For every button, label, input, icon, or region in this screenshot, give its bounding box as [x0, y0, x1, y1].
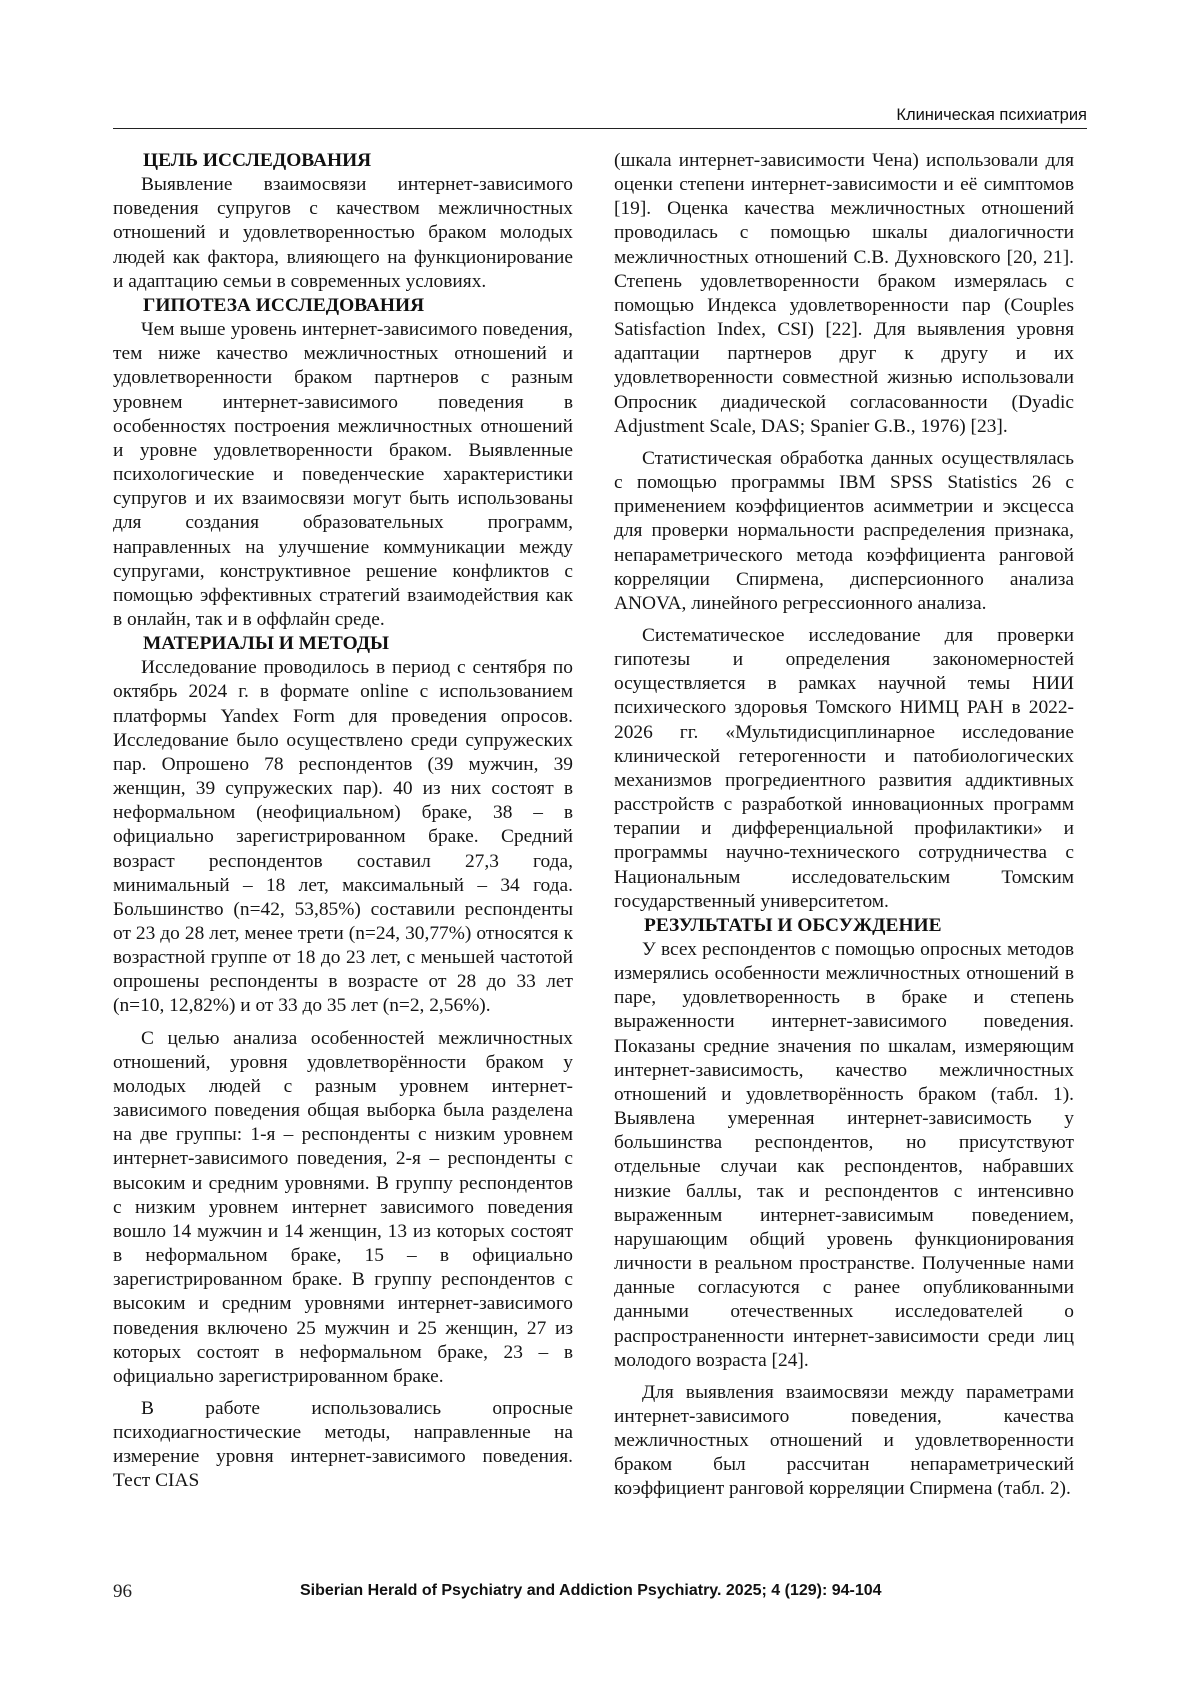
- methods-paragraph-3: В работе использовались опросные психодиагностические методы, направленные на измерение уровня интернет-зависимого поведения. Тест CIAS: [113, 1397, 573, 1492]
- journal-citation: Siberian Herald of Psychiatry and Addiction Psychiatry. 2025; 4 (129): 94-104: [300, 1582, 882, 1599]
- results-paragraph-2: Для выявления взаимосвязи между параметрами интернет-зависимого поведения, качества межличностных отношений и удовлетворенности браком был рассчитан непараметрический коэффициент ранговой корреляции Спирмена (табл. 2).: [614, 1381, 1074, 1500]
- methods-paragraph-2: С целью анализа особенностей межличностных отношений, уровня удовлетворённости браком у молодых людей с разным уровнем интернет-зависимого поведения общая выборка была разделена на две группы: 1-я – респонденты с низким уровнем интернет-зависимого поведения, 2-я – респонденты с высоким и средним уровнями. В группу респондентов с низким уровнем интернет зависимого поведения вошло 14 мужчин и 14 женщин, 13 из которых состоят в неформальном браке, 15 – в официально зарегистрированном браке. В группу респондентов с высоким и средним уровнями интернет-зависимого поведения включено 25 мужчин и 25 женщин, 27 из которых состоят в неформальном браке, 23 – в официально зарегистрированном браке.: [113, 1027, 573, 1387]
- methods-paragraph-1: Исследование проводилось в период с сентября по октябрь 2024 г. в формате online с использованием платформы Yandex Form для проведения опросов. Исследование было осуществлено среди супружеских пар. Опрошено 78 респондентов (39 мужчин, 39 женщин, 39 супружеских пар). 40 из них состоят в неформальном (неофициальном) браке, 38 – в официально зарегистрированном браке. Средний возраст респондентов составил 27,3 года, минимальный – 18 лет, максимальный – 34 года. Большинство (n=42, 53,85%) составили респонденты от 23 до 28 лет, менее трети (n=24, 30,77%) относятся к возрастной группе от 18 до 23 лет, с меньшей частотой опрошены респонденты в возрасте от 28 до 33 лет (n=10, 12,82%) и от 33 до 35 лет (n=2, 2,56%).: [113, 657, 573, 1017]
- results-heading: РЕЗУЛЬТАТЫ И ОБСУЖДЕНИЕ: [644, 914, 942, 936]
- left-column: [113, 149, 573, 1494]
- hypothesis-heading: ГИПОТЕЗА ИССЛЕДОВАНИЯ: [143, 294, 425, 316]
- section-title: Клиническая психиатрия: [896, 106, 1087, 124]
- hypothesis-paragraph: Чем выше уровень интернет-зависимого поведения, тем ниже качество межличностных отношений и удовлетворенности браком партнеров с разным уровнем интернет-зависимого поведения в особенностях построения межличностных отношений и уровне удовлетворенности браком. Выявленные психологические и поведенческие характеристики супругов и их взаимосвязи могут быть использованы для создания образовательных программ, направленных на улучшение коммуникации между супругами, конструктивное решение конфликтов с помощью эффективных стратегий взаимодействия как в онлайн, так и в оффлайн среде.: [113, 319, 573, 630]
- methods-heading: МАТЕРИАЛЫ И МЕТОДЫ: [143, 633, 390, 655]
- page-number: 96: [113, 1581, 132, 1602]
- goal-heading: ЦЕЛЬ ИССЛЕДОВАНИЯ: [143, 150, 372, 171]
- right-column: [614, 149, 1074, 1502]
- results-paragraph-1: У всех респондентов с помощью опросных методов измерялись особенности межличностных отношений в паре, удовлетворенность в браке и степень выраженности интернет-зависимого поведения. Показаны средние значения по шкалам, измеряющим интернет-зависимость, качество межличностных отношений и удовлетворённость браком (табл. 1). Выявлена умеренная интернет-зависимость у большинства респондентов, но присутствуют отдельные случаи как респондентов, набравших низкие баллы, так и респондентов с интенсивно выраженным интернет-зависимым поведением, нарушающим общий уровень функционирования личности в реальном пространстве. Полученные нами данные согласуются с ранее опубликованными данными отечественных исследователей о распространенности интернет-зависимости среди лиц молодого возраста [24].: [614, 939, 1074, 1371]
- systematic-study-paragraph: Систематическое исследование для проверки гипотезы и определения закономерностей осуществляется в рамках научной темы НИИ психического здоровья Томского НИМЦ РАН в 2022-2026 гг. «Мультидисциплинарное исследование клинической гетерогенности и патобиологических механизмов прогредиентного развития аддиктивных расстройств с разработкой инновационных программ терапии и дифференциальной профилактики» и программы научно-технического сотрудничества с Национальным исследовательским Томским государственный университетом.: [614, 624, 1074, 912]
- running-header: [113, 106, 1087, 129]
- statistics-paragraph: Статистическая обработка данных осуществлялась с помощью программы IBM SPSS Statistics 26 с применением коэффициентов асимметрии и эксцесса для проверки нормальности распределения признака, непараметрического метода коэффициента ранговой корреляции Спирмена, дисперсионного анализа ANOVA, линейного регрессионного анализа.: [614, 447, 1074, 614]
- goal-paragraph: Выявление взаимосвязи интернет-зависимого поведения супругов с качеством межличностных отношений и удовлетворенностью браком молодых людей как фактора, влияющего на функционирование и адаптацию семьи в современных условиях.: [113, 174, 573, 292]
- methods-paragraph-3-continued: (шкала интернет-зависимости Чена) использовали для оценки степени интернет-зависимости и её симптомов [19]. Оценка качества межличностных отношений проводилась с помощью шкалы диалогичности межличностных отношений С.В. Духновского [20, 21]. Степень удовлетворенности браком измерялась с помощью Индекса удовлетворенности пар (Couples Satisfaction Index, CSI) [22]. Для выявления уровня адаптации партнеров друг к другу и их удовлетворенности совместной жизнью использовали Опросник диадической согласованности (Dyadic Adjustment Scale, DAS; Spanier G.B., 1976) [23].: [614, 150, 1074, 437]
